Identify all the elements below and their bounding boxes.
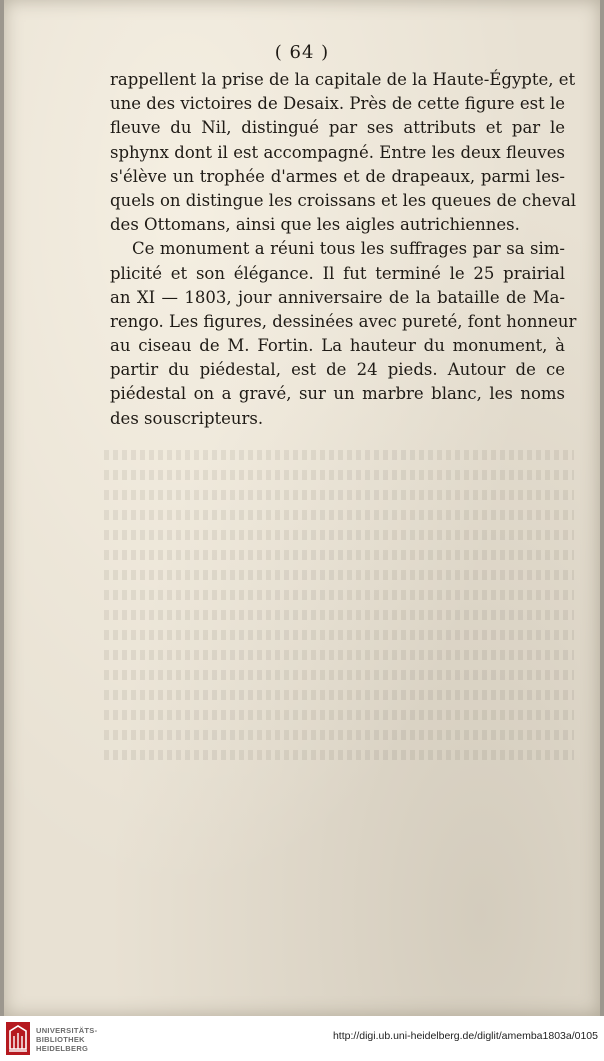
text-line: sphynx dont il est accompagné. Entre les deux fleuves	[110, 142, 565, 162]
text-line: an XI — 1803, jour anniversaire de la bataille de Ma-	[110, 287, 565, 307]
library-name-line: BIBLIOTHEK	[36, 1035, 85, 1044]
library-name-line: HEIDELBERG	[36, 1044, 89, 1053]
text-line: des Ottomans, ainsi que les aigles autrichiennes.	[110, 215, 520, 235]
text-line: rappellent la prise de la capitale de la Haute-Égypte, et	[110, 70, 576, 89]
viewer-footer	[0, 1016, 604, 1061]
library-name-line: UNIVERSITÄTS-	[36, 1026, 98, 1035]
text-line: partir du piédestal, est de 24 pieds. Autour de ce	[110, 360, 565, 380]
university-library-logo-icon[interactable]	[6, 1022, 30, 1055]
text-line: une des victoires de Desaix. Près de cette figure est le	[110, 94, 565, 114]
text-line: piédestal on a gravé, sur un marbre blanc, les noms	[110, 384, 565, 404]
text-line: Ce monument a réuni tous les suffrages par sa sim-	[132, 239, 565, 259]
text-line: au ciseau de M. Fortin. La hauteur du monument, à	[110, 336, 565, 356]
show-through-text	[104, 440, 574, 910]
text-line: des souscripteurs.	[110, 408, 264, 428]
text-line: plicité et son élégance. Il fut terminé le 25 prairial	[110, 263, 565, 283]
text-line: rengo. Les figures, dessinées avec pureté, font honneur	[110, 311, 577, 331]
body-text	[110, 68, 577, 431]
library-name	[36, 1026, 97, 1053]
text-line: quels on distingue les croissans et les queues de cheval	[110, 190, 577, 210]
text-line: s'élève un trophée d'armes et de drapeaux, parmi les-	[110, 166, 565, 186]
permalink-url[interactable]: http://digi.ub.uni-heidelberg.de/diglit/amemba1803a/0105	[332, 1030, 598, 1042]
page-number: ( 64 )	[274, 42, 330, 63]
text-line: fleuve du Nil, distingué par ses attributs et par le	[110, 118, 565, 138]
